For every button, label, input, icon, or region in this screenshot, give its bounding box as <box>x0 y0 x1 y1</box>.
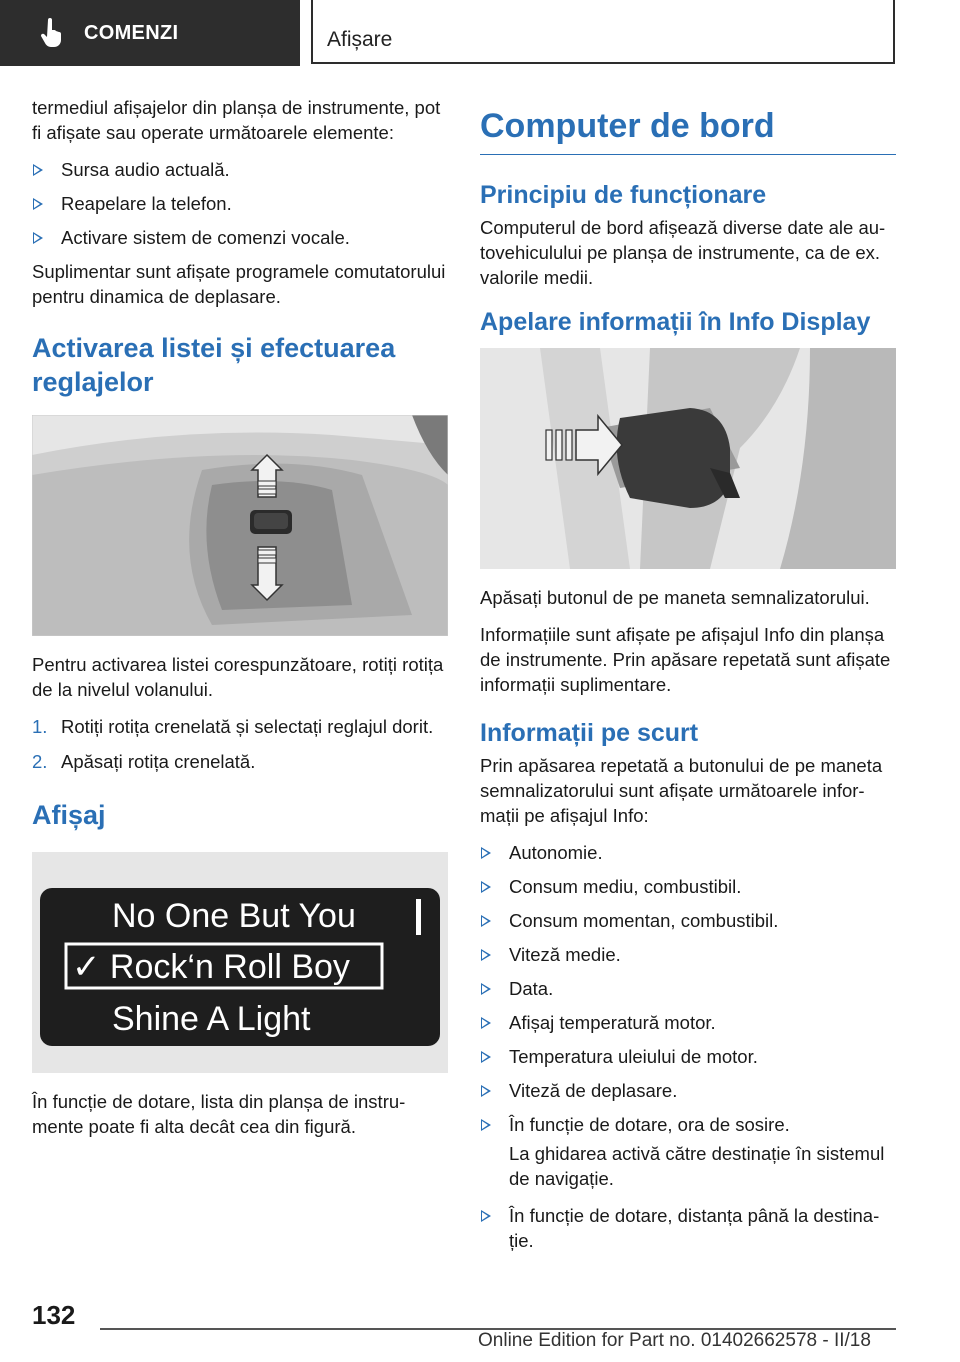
page-header <box>0 0 960 66</box>
triangle-bullet-icon <box>481 915 491 927</box>
chapter-tab <box>0 0 300 66</box>
section-label: Afișare <box>327 28 393 51</box>
stalk-figure <box>480 348 896 569</box>
triangle-bullet-icon <box>33 198 43 210</box>
steering-wheel-illustration <box>32 415 448 636</box>
list-item: Sursa audio actuală. <box>32 157 448 182</box>
right-column <box>480 98 896 1262</box>
turn-signal-stalk-illustration <box>480 348 896 569</box>
list-item: 2. Apăsați rotița crenelată. <box>32 751 256 772</box>
heading-display: Afișaj <box>32 800 106 830</box>
heading-list-activation: Activarea listei și efectuarea reglajelor <box>32 333 396 397</box>
principle-text: Computerul de bord afișează diverse date ale autovehiculului pe planșa de instrumente, ca de ex. valorile medii. <box>480 217 886 288</box>
display-item-selected: ✓ Rock‘n Roll Boy <box>72 948 350 986</box>
arrival-note: La ghidarea activă către destinație în sistemul de navigație. <box>509 1143 885 1189</box>
triangle-bullet-icon <box>33 164 43 176</box>
triangle-bullet-icon <box>481 1017 491 1029</box>
page-footer <box>0 1290 960 1362</box>
triangle-bullet-icon <box>481 949 491 961</box>
list-display-illustration <box>32 852 448 1073</box>
hand-pointer-icon <box>40 18 64 48</box>
left-column <box>32 95 448 1151</box>
caption-roller: Pentru activarea listei corespunzătoare, rotiți rotița de la nivelul volanului. <box>32 654 444 700</box>
list-item: În funcție de dotare, ora de sosire. <box>480 1112 896 1137</box>
edition-text: Online Edition for Part no. 01402662578 - II/18 <box>478 1330 871 1351</box>
triangle-bullet-icon <box>481 1051 491 1063</box>
section-tab <box>311 0 895 64</box>
triangle-bullet-icon <box>481 1085 491 1097</box>
heading-principle: Principiu de funcționare <box>480 181 767 209</box>
list-item: Viteză medie. <box>480 942 896 967</box>
supplement-text: Suplimentar sunt afișate programele comutatorului pentru dinamica de deplasare. <box>32 261 446 307</box>
list-item: Temperatura uleiului de motor. <box>480 1044 896 1069</box>
display-figure <box>32 852 448 1073</box>
list-item: 1. Rotiți rotița crenelată și selectați reglajul dorit. <box>32 716 434 737</box>
list-item: Reapelare la telefon. <box>32 191 448 216</box>
list-item: În funcție de dotare, distanța până la destinație. <box>480 1203 896 1253</box>
triangle-bullet-icon <box>481 881 491 893</box>
list-item: Afișaj temperatură motor. <box>480 1010 896 1035</box>
display-item: Shine A Light <box>112 1000 311 1038</box>
call-step-1: Apăsați butonul de pe maneta semnalizatorului. <box>480 587 870 608</box>
heading-info-display: Apelare informații în Info Display <box>480 308 871 336</box>
heading-brief-info: Informații pe scurt <box>480 719 699 747</box>
heading-onboard-computer: Computer de bord <box>480 104 896 155</box>
triangle-bullet-icon <box>481 983 491 995</box>
triangle-bullet-icon <box>481 847 491 859</box>
call-step-2: Informațiile sunt afișate pe afișajul Info din planșa de instrumente. Prin apăsare repetată sunt afișate informații suplimentare. <box>480 624 891 695</box>
chapter-label: COMENZI <box>84 21 179 44</box>
page-number: 132 <box>32 1300 76 1330</box>
list-item: Consum momentan, combustibil. <box>480 908 896 933</box>
list-item: Data. <box>480 976 896 1001</box>
list-item: Activare sistem de comenzi vocale. <box>32 225 448 250</box>
caption-list: În funcție de dotare, lista din planșa de instrumente poate fi alta decât cea din figură. <box>32 1091 406 1137</box>
triangle-bullet-icon <box>481 1210 491 1222</box>
triangle-bullet-icon <box>481 1119 491 1131</box>
triangle-bullet-icon <box>33 232 43 244</box>
brief-intro: Prin apăsarea repetată a butonului de pe maneta semnalizatorului sunt afișate următoarele informații pe afișajul Info: <box>480 755 883 826</box>
steering-wheel-figure <box>32 415 448 636</box>
list-item: Consum mediu, combustibil. <box>480 874 896 899</box>
list-item: Autonomie. <box>480 840 896 865</box>
list-item: Viteză de deplasare. <box>480 1078 896 1103</box>
intro-text: termediul afișajelor din planșa de instrumente, pot fi afișate sau operate următoarele elemente: <box>32 97 441 143</box>
display-item: No One But You <box>112 897 356 935</box>
